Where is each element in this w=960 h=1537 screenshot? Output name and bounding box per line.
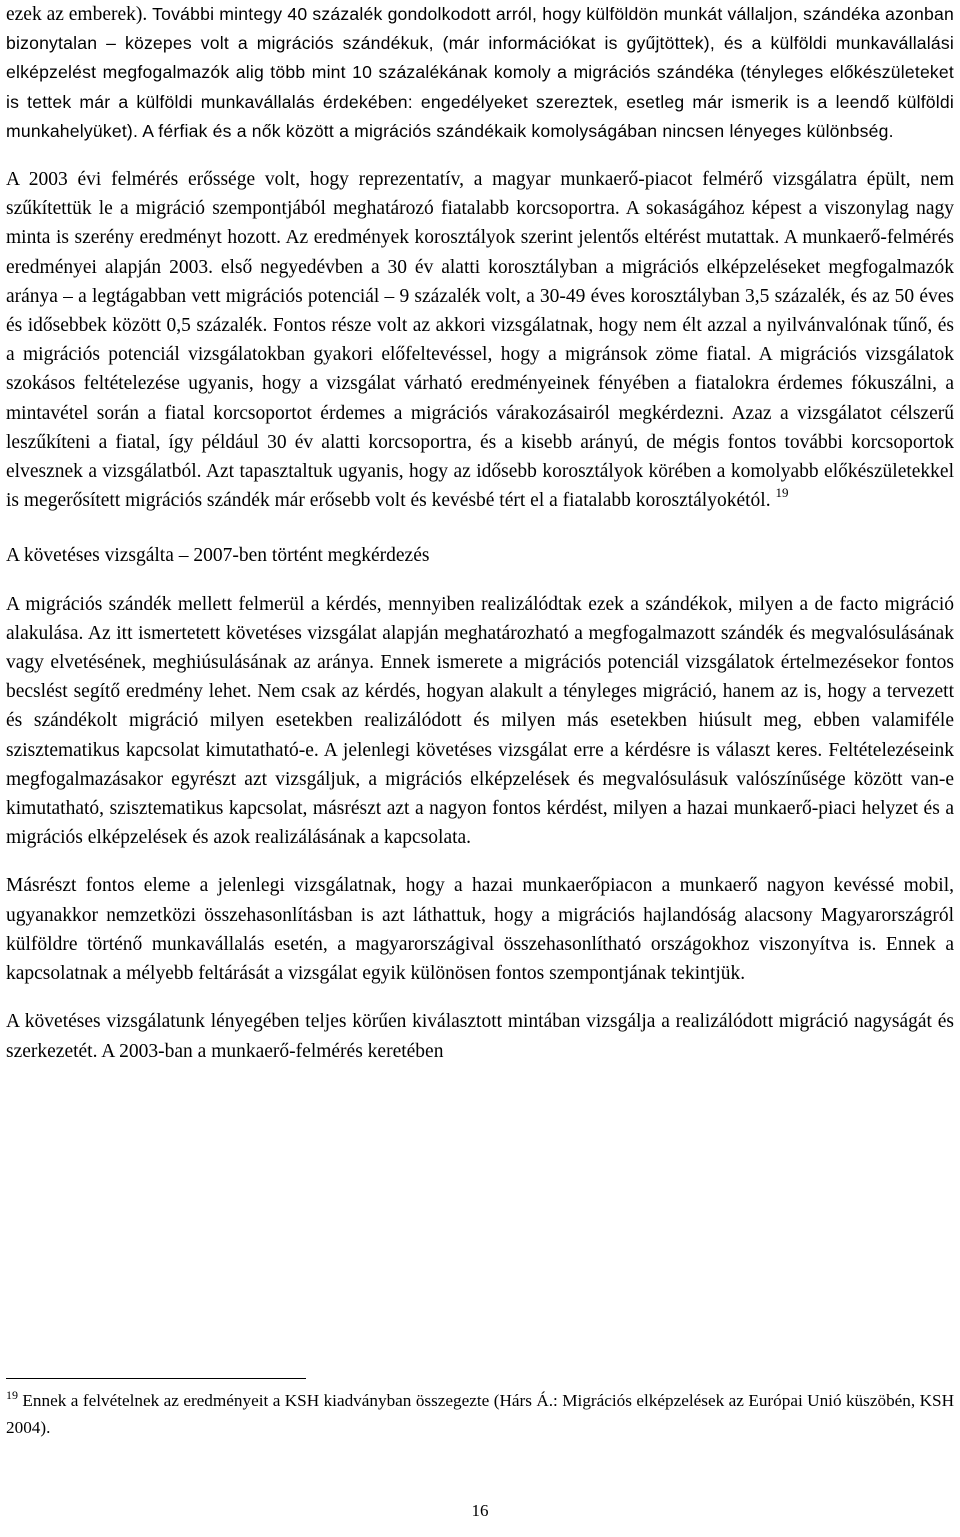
paragraph-intro xyxy=(6,0,954,146)
paragraph-intro-lead: ezek az emberek). xyxy=(6,4,153,25)
paragraph-intro-body: További mintegy 40 százalék gondolkodott arról, hogy külföldön munkát vállaljon, szándéka azonban bizonytalan – közepes volt a migrációs szándékuk, (már információkat is gyűjtöttek), és a külföldi munkavállalási elképzelést megfogalmazók alig több mint 10 százalékának komoly a migrációs szándéka (tényleges előkészületeket is tettek már a külföldi munkavállalás érdekében: engedélyeket szereztek, esetleg már ismerik is a leendő külföldi munkahelyüket). A férfiak és a nők között a migrációs szándékaik komolyságában nincsen lényeges különbség. xyxy=(6,4,954,141)
section-heading: A követéses vizsgálta – 2007-ben történt megkérdezés xyxy=(6,545,430,567)
footnote-reference: 19 xyxy=(775,485,789,501)
footnote-divider xyxy=(6,1378,306,1379)
paragraph-sample: A követéses vizsgálatunk lényegében teljes körűen kiválasztott mintában vizsgálja a realizálódott migráció nagyságát és szerkezetét. A 2003-ban a munkaerő-felmérés keretében xyxy=(6,1011,954,1062)
paragraph-mobility: Másrészt fontos eleme a jelenlegi vizsgálatnak, hogy a hazai munkaerőpiacon a munkaerő nagyon kevéssé mobil, ugyanakkor nemzetközi összehasonlításban is azt láthattuk, hogy a migrációs hajlandóság alacsony Magyarországról külföldre történő munkavállalás esetén, a magyarországival összehasonlítható országokhoz viszonyítva is. Ennek a kapcsolatnak a mélyebb feltárását a vizsgálat egyik különösen fontos szempontjának tekintjük. xyxy=(6,875,954,985)
paragraph-2003-survey-text: A 2003 évi felmérés erőssége volt, hogy reprezentatív, a magyar munkaerő-piacot felmérő vizsgálatra épült, nem szűkítettük le a migráció szempontjából meghatározó fiatalabb korcsoportra. A sokaságához képest a viszonylag nagy minta is szerény eredményt hozott. Az eredmények korosztályok szerint jelentős eltérést mutattak. A munkaerő-felmérés eredményei alapján 2003. első negyedévben a 30 év alatti korosztályban a migrációs elképzeléseket megfogalmazók aránya – a legtágabban vett migrációs potenciál – 9 százalék volt, a 30-49 éves korosztályban 3,5 százalék, és az 50 éves és idősebbek között 0,5 százalék. Fontos része volt az akkori vizsgálatnak, hogy nem élt azzal a nyilvánvalónak tűnő, és a migrációs potenciál vizsgálatokban gyakori előfeltevéssel, hogy a migránsok zöme fiatal. A migrációs vizsgálatok szokásos feltételezése ugyanis, hogy a vizsgálat várható eredményeinek fényében a fiatalokra érdemes fókuszálni, a mintavétel során a fiatal korcsoportot érdemes a migrációs várakozásairól megkérdezni. Azaz a vizsgálatot célszerű leszűkíteni a fiatal, így például 30 év alatti korcsoportra, és a kisebb arányú, de mégis fontos további korcsoportok elvesznek a vizsgálatból. Azt tapasztaltuk ugyanis, hogy az idősebb korosztályok körében a komolyabb előkészületekkel is megerősített migrációs szándék már erősebb volt és kevésbé tért el a fiatalabb korosztályokétól. xyxy=(6,169,954,512)
footnote-text: Ennek a felvételnek az eredményeit a KSH kiadványban összegezte (Hárs Á.: Migrációs elképzelések az Európai Unió küszöbén, KSH 2004). xyxy=(6,1391,954,1437)
document-page xyxy=(6,0,954,1066)
paragraph-2003-survey xyxy=(6,165,954,515)
paragraph-followup: A migrációs szándék mellett felmerül a kérdés, mennyiben realizálódtak ezek a szándékok, milyen a de facto migráció alakulása. Az itt ismertetett követéses vizsgálat alapján meghatározható a megfogalmazott szándék és megvalósulásának vagy elvetésének, meghiúsulásának az aránya. Ennek ismerete a migrációs potenciál vizsgálatok értelmezésekor fontos becslést segítő eredmény lehet. Nem csak az kérdés, hogyan alakult a tényleges migráció, hanem az is, hogy a tervezett és szándékolt migráció milyen esetekben realizálódott és milyen más esetekben hiúsult meg, ebben valamiféle szisztematikus kapcsolat kimutatható-e. A jelenlegi követéses vizsgálat erre a kérdésre is választ keres. Feltételezéseink megfogalmazásakor egyrészt azt vizsgáljuk, a migrációs elképzelések és megvalósulásuk valószínűsége között van-e kimutatható, szisztematikus kapcsolat, másrészt azt a nagyon fontos kérdést, milyen a hazai munkaerő-piaci helyzet és a migrációs elképzelések és azok realizálásának a kapcsolata. xyxy=(6,593,954,849)
footnote xyxy=(6,1388,954,1441)
footnote-mark: 19 xyxy=(6,1388,18,1402)
page-number: 16 xyxy=(471,1501,489,1520)
